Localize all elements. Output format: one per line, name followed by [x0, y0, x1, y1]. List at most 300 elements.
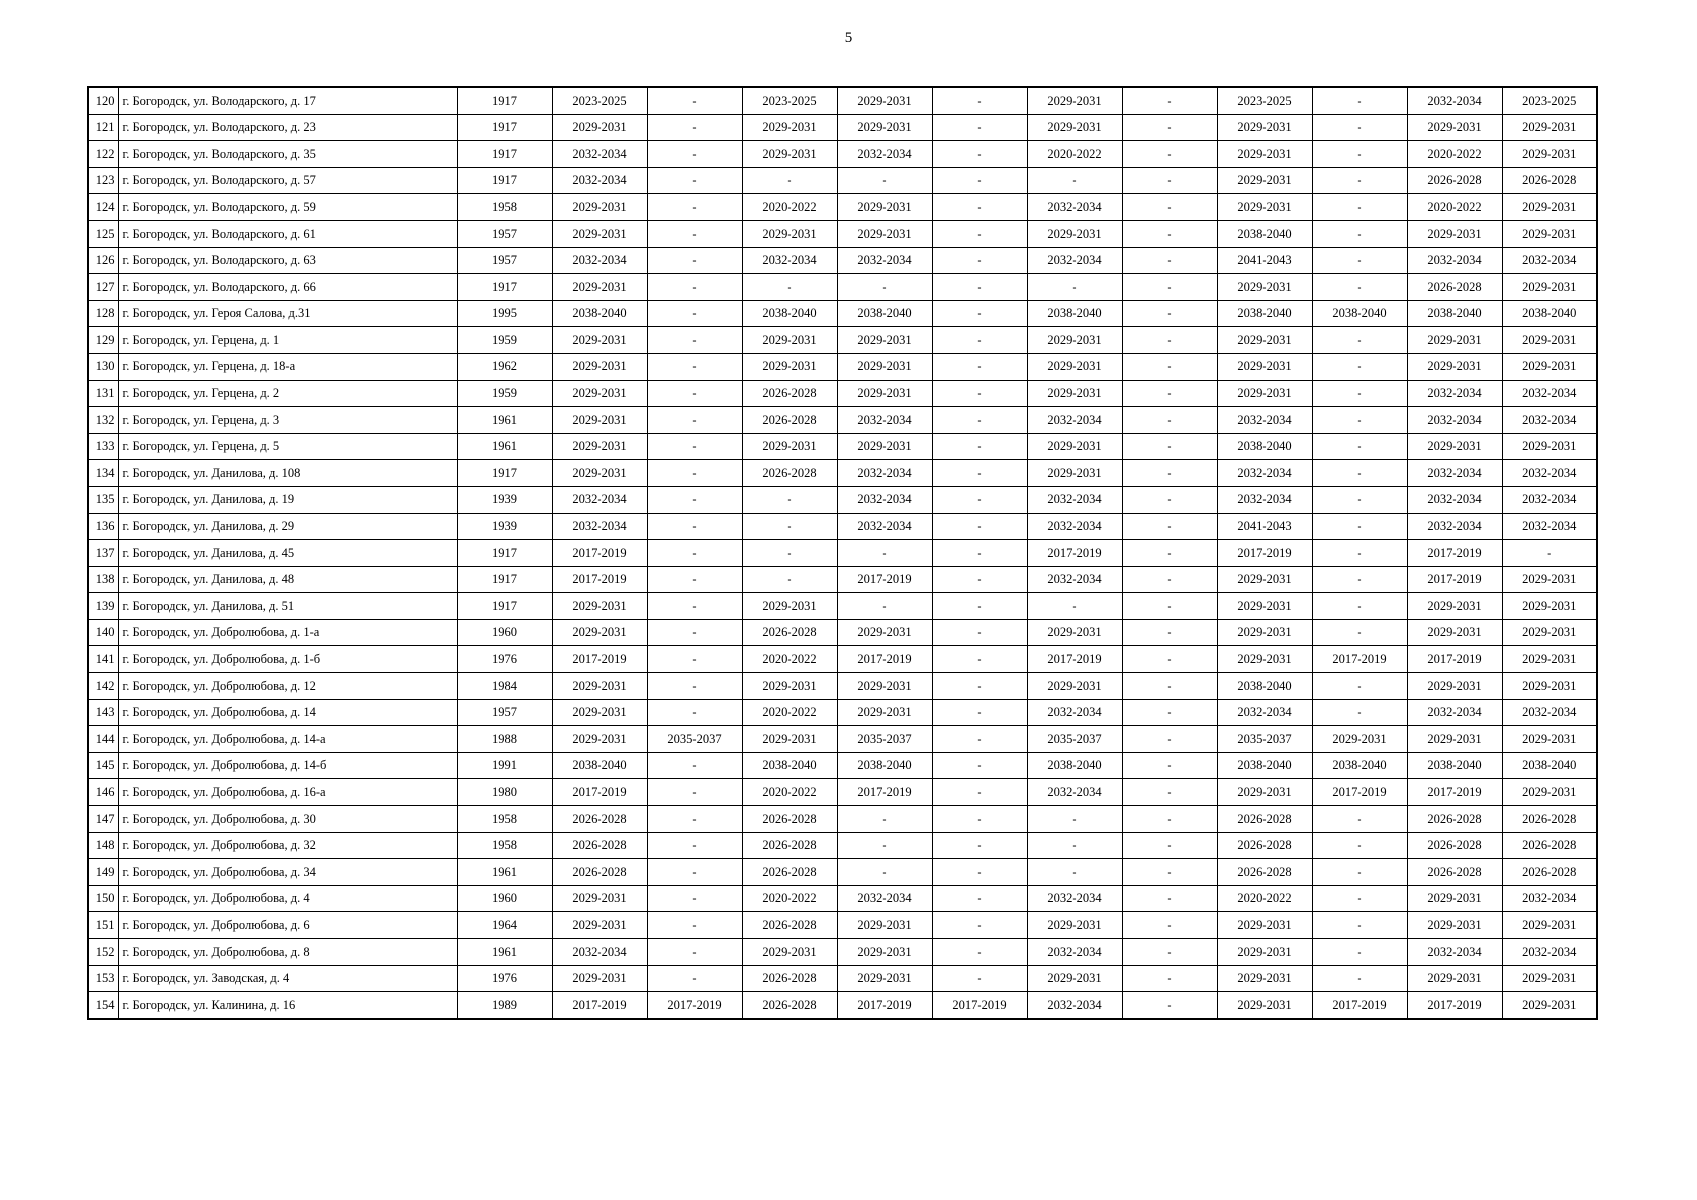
cell-period-4: 2029-2031 [837, 939, 932, 966]
cell-period-4: 2017-2019 [837, 566, 932, 593]
cell-year-built: 1961 [457, 407, 552, 434]
cell-period-3: 2029-2031 [742, 353, 837, 380]
cell-period-6: 2032-2034 [1027, 885, 1122, 912]
table-row [88, 619, 1597, 646]
cell-period-8: 2026-2028 [1217, 832, 1312, 859]
cell-period-4: 2017-2019 [837, 992, 932, 1019]
cell-period-2: - [647, 460, 742, 487]
cell-period-3: 2029-2031 [742, 141, 837, 168]
cell-period-3: 2038-2040 [742, 300, 837, 327]
table-row [88, 832, 1597, 859]
cell-period-1: 2029-2031 [552, 433, 647, 460]
cell-period-3: 2032-2034 [742, 247, 837, 274]
cell-row-number: 144 [88, 726, 118, 753]
cell-period-11: 2032-2034 [1502, 885, 1597, 912]
cell-period-4: 2032-2034 [837, 141, 932, 168]
cell-period-4: 2029-2031 [837, 220, 932, 247]
cell-period-7: - [1122, 540, 1217, 567]
cell-period-1: 2029-2031 [552, 673, 647, 700]
cell-period-11: 2029-2031 [1502, 992, 1597, 1019]
cell-period-1: 2029-2031 [552, 194, 647, 221]
cell-period-7: - [1122, 486, 1217, 513]
cell-period-3: - [742, 540, 837, 567]
cell-row-number: 139 [88, 593, 118, 620]
table-row [88, 274, 1597, 301]
table-row [88, 353, 1597, 380]
cell-period-10: 2032-2034 [1407, 513, 1502, 540]
cell-period-7: - [1122, 832, 1217, 859]
cell-period-6: 2029-2031 [1027, 220, 1122, 247]
cell-period-5: - [932, 965, 1027, 992]
cell-period-9: - [1312, 673, 1407, 700]
cell-period-3: 2029-2031 [742, 593, 837, 620]
cell-period-7: - [1122, 353, 1217, 380]
cell-period-11: 2026-2028 [1502, 167, 1597, 194]
cell-period-6: 2032-2034 [1027, 247, 1122, 274]
cell-period-11: 2029-2031 [1502, 646, 1597, 673]
cell-period-4: 2029-2031 [837, 433, 932, 460]
cell-address: г. Богородск, ул. Калинина, д. 16 [118, 992, 457, 1019]
cell-period-1: 2029-2031 [552, 380, 647, 407]
cell-period-3: - [742, 513, 837, 540]
cell-period-9: - [1312, 806, 1407, 833]
cell-period-2: - [647, 619, 742, 646]
cell-period-1: 2029-2031 [552, 619, 647, 646]
cell-address: г. Богородск, ул. Володарского, д. 23 [118, 114, 457, 141]
cell-period-6: 2029-2031 [1027, 327, 1122, 354]
cell-address: г. Богородск, ул. Герцена, д. 18-а [118, 353, 457, 380]
cell-period-2: - [647, 274, 742, 301]
cell-year-built: 1958 [457, 832, 552, 859]
cell-period-4: 2029-2031 [837, 327, 932, 354]
cell-period-8: 2029-2031 [1217, 353, 1312, 380]
cell-period-10: 2029-2031 [1407, 673, 1502, 700]
cell-address: г. Богородск, ул. Добролюбова, д. 14-а [118, 726, 457, 753]
cell-period-4: - [837, 593, 932, 620]
cell-year-built: 1959 [457, 380, 552, 407]
cell-period-2: 2017-2019 [647, 992, 742, 1019]
cell-period-10: 2029-2031 [1407, 433, 1502, 460]
cell-row-number: 135 [88, 486, 118, 513]
cell-row-number: 124 [88, 194, 118, 221]
table-row [88, 673, 1597, 700]
cell-period-7: - [1122, 460, 1217, 487]
cell-period-8: 2029-2031 [1217, 274, 1312, 301]
cell-year-built: 1917 [457, 540, 552, 567]
cell-period-1: 2029-2031 [552, 274, 647, 301]
cell-period-1: 2029-2031 [552, 114, 647, 141]
table-row [88, 380, 1597, 407]
cell-period-2: - [647, 752, 742, 779]
cell-period-10: 2026-2028 [1407, 167, 1502, 194]
cell-period-6: 2032-2034 [1027, 939, 1122, 966]
table-row [88, 885, 1597, 912]
cell-year-built: 1976 [457, 965, 552, 992]
cell-period-10: 2017-2019 [1407, 779, 1502, 806]
cell-period-4: - [837, 540, 932, 567]
cell-period-9: - [1312, 832, 1407, 859]
cell-period-7: - [1122, 912, 1217, 939]
cell-period-6: 2038-2040 [1027, 300, 1122, 327]
cell-period-1: 2029-2031 [552, 593, 647, 620]
cell-period-3: 2020-2022 [742, 699, 837, 726]
cell-period-6: - [1027, 832, 1122, 859]
cell-period-5: - [932, 726, 1027, 753]
table-row [88, 566, 1597, 593]
cell-period-7: - [1122, 726, 1217, 753]
cell-period-5: - [932, 566, 1027, 593]
cell-period-6: 2020-2022 [1027, 141, 1122, 168]
cell-period-5: - [932, 806, 1027, 833]
cell-period-6: 2029-2031 [1027, 433, 1122, 460]
cell-address: г. Богородск, ул. Добролюбова, д. 34 [118, 859, 457, 886]
cell-row-number: 136 [88, 513, 118, 540]
cell-period-1: 2017-2019 [552, 992, 647, 1019]
table-row [88, 939, 1597, 966]
cell-period-3: 2029-2031 [742, 327, 837, 354]
cell-period-8: 2029-2031 [1217, 194, 1312, 221]
cell-period-7: - [1122, 194, 1217, 221]
cell-period-6: 2029-2031 [1027, 965, 1122, 992]
cell-period-6: 2017-2019 [1027, 646, 1122, 673]
cell-period-4: 2032-2034 [837, 460, 932, 487]
cell-period-8: 2029-2031 [1217, 965, 1312, 992]
cell-period-5: - [932, 220, 1027, 247]
cell-year-built: 1958 [457, 194, 552, 221]
cell-period-1: 2032-2034 [552, 141, 647, 168]
cell-period-5: - [932, 167, 1027, 194]
cell-period-5: - [932, 673, 1027, 700]
cell-period-3: 2026-2028 [742, 407, 837, 434]
cell-period-1: 2029-2031 [552, 726, 647, 753]
cell-address: г. Богородск, ул. Володарского, д. 35 [118, 141, 457, 168]
cell-period-1: 2029-2031 [552, 912, 647, 939]
cell-period-6: 2032-2034 [1027, 699, 1122, 726]
cell-period-3: 2029-2031 [742, 220, 837, 247]
cell-period-10: 2026-2028 [1407, 806, 1502, 833]
cell-period-10: 2032-2034 [1407, 407, 1502, 434]
cell-period-5: - [932, 460, 1027, 487]
cell-period-10: 2032-2034 [1407, 460, 1502, 487]
cell-year-built: 1961 [457, 433, 552, 460]
cell-period-9: - [1312, 460, 1407, 487]
cell-period-7: - [1122, 673, 1217, 700]
cell-period-1: 2017-2019 [552, 540, 647, 567]
table-row [88, 859, 1597, 886]
cell-period-4: 2029-2031 [837, 114, 932, 141]
cell-address: г. Богородск, ул. Заводская, д. 4 [118, 965, 457, 992]
cell-period-2: - [647, 806, 742, 833]
cell-period-9: - [1312, 566, 1407, 593]
cell-period-5: - [932, 885, 1027, 912]
cell-period-3: 2029-2031 [742, 673, 837, 700]
cell-row-number: 126 [88, 247, 118, 274]
cell-period-9: - [1312, 220, 1407, 247]
cell-period-10: 2017-2019 [1407, 540, 1502, 567]
cell-period-7: - [1122, 965, 1217, 992]
cell-period-7: - [1122, 300, 1217, 327]
table-row [88, 167, 1597, 194]
cell-period-11: 2032-2034 [1502, 699, 1597, 726]
cell-period-9: 2017-2019 [1312, 992, 1407, 1019]
cell-period-10: 2038-2040 [1407, 300, 1502, 327]
cell-period-7: - [1122, 566, 1217, 593]
cell-row-number: 153 [88, 965, 118, 992]
cell-period-7: - [1122, 327, 1217, 354]
cell-period-3: 2029-2031 [742, 939, 837, 966]
cell-period-3: 2026-2028 [742, 380, 837, 407]
cell-row-number: 131 [88, 380, 118, 407]
cell-address: г. Богородск, ул. Герцена, д. 3 [118, 407, 457, 434]
cell-row-number: 150 [88, 885, 118, 912]
cell-period-8: 2029-2031 [1217, 327, 1312, 354]
cell-period-8: 2029-2031 [1217, 619, 1312, 646]
cell-row-number: 152 [88, 939, 118, 966]
cell-period-11: 2029-2031 [1502, 194, 1597, 221]
cell-period-4: 2038-2040 [837, 752, 932, 779]
cell-period-8: 2029-2031 [1217, 141, 1312, 168]
cell-period-6: - [1027, 167, 1122, 194]
cell-period-5: - [932, 433, 1027, 460]
cell-period-9: 2038-2040 [1312, 300, 1407, 327]
cell-period-1: 2032-2034 [552, 939, 647, 966]
cell-period-6: 2029-2031 [1027, 114, 1122, 141]
cell-year-built: 1980 [457, 779, 552, 806]
cell-year-built: 1917 [457, 566, 552, 593]
table-row [88, 141, 1597, 168]
cell-period-1: 2017-2019 [552, 779, 647, 806]
cell-period-1: 2029-2031 [552, 699, 647, 726]
cell-period-9: 2017-2019 [1312, 646, 1407, 673]
cell-period-11: 2032-2034 [1502, 460, 1597, 487]
cell-period-9: - [1312, 912, 1407, 939]
cell-period-5: - [932, 779, 1027, 806]
cell-period-2: - [647, 593, 742, 620]
cell-period-5: - [932, 752, 1027, 779]
cell-period-6: - [1027, 806, 1122, 833]
cell-period-10: 2029-2031 [1407, 593, 1502, 620]
cell-period-11: 2032-2034 [1502, 513, 1597, 540]
cell-period-1: 2038-2040 [552, 300, 647, 327]
cell-period-5: - [932, 513, 1027, 540]
cell-period-5: - [932, 912, 1027, 939]
cell-period-9: - [1312, 699, 1407, 726]
cell-period-8: 2029-2031 [1217, 167, 1312, 194]
cell-period-9: 2017-2019 [1312, 779, 1407, 806]
table-row [88, 540, 1597, 567]
cell-row-number: 121 [88, 114, 118, 141]
cell-address: г. Богородск, ул. Данилова, д. 29 [118, 513, 457, 540]
cell-address: г. Богородск, ул. Герцена, д. 5 [118, 433, 457, 460]
cell-period-9: - [1312, 965, 1407, 992]
cell-row-number: 137 [88, 540, 118, 567]
cell-year-built: 1995 [457, 300, 552, 327]
cell-period-5: - [932, 859, 1027, 886]
cell-period-10: 2029-2031 [1407, 726, 1502, 753]
cell-address: г. Богородск, ул. Данилова, д. 48 [118, 566, 457, 593]
cell-period-2: - [647, 87, 742, 114]
cell-period-6: 2038-2040 [1027, 752, 1122, 779]
cell-period-11: 2029-2031 [1502, 274, 1597, 301]
cell-address: г. Богородск, ул. Героя Салова, д.31 [118, 300, 457, 327]
cell-period-3: - [742, 274, 837, 301]
cell-period-5: - [932, 353, 1027, 380]
cell-period-3: 2029-2031 [742, 114, 837, 141]
cell-period-10: 2038-2040 [1407, 752, 1502, 779]
cell-period-5: - [932, 380, 1027, 407]
cell-period-11: 2029-2031 [1502, 965, 1597, 992]
cell-period-6: - [1027, 274, 1122, 301]
cell-row-number: 133 [88, 433, 118, 460]
cell-period-7: - [1122, 87, 1217, 114]
cell-row-number: 134 [88, 460, 118, 487]
cell-period-4: 2029-2031 [837, 194, 932, 221]
cell-period-9: - [1312, 540, 1407, 567]
cell-period-7: - [1122, 380, 1217, 407]
cell-period-9: - [1312, 353, 1407, 380]
cell-period-2: - [647, 433, 742, 460]
cell-period-5: - [932, 646, 1027, 673]
cell-row-number: 151 [88, 912, 118, 939]
building-repair-schedule-table [87, 86, 1598, 1020]
cell-period-6: 2029-2031 [1027, 912, 1122, 939]
cell-period-11: 2029-2031 [1502, 779, 1597, 806]
cell-year-built: 1961 [457, 859, 552, 886]
cell-period-1: 2029-2031 [552, 885, 647, 912]
table-row [88, 806, 1597, 833]
cell-period-10: 2017-2019 [1407, 992, 1502, 1019]
cell-year-built: 1958 [457, 806, 552, 833]
cell-period-11: 2032-2034 [1502, 247, 1597, 274]
cell-address: г. Богородск, ул. Добролюбова, д. 16-а [118, 779, 457, 806]
cell-period-10: 2029-2031 [1407, 327, 1502, 354]
cell-period-10: 2029-2031 [1407, 353, 1502, 380]
cell-period-6: 2029-2031 [1027, 380, 1122, 407]
cell-period-10: 2032-2034 [1407, 87, 1502, 114]
cell-period-1: 2029-2031 [552, 460, 647, 487]
cell-period-4: 2029-2031 [837, 619, 932, 646]
cell-address: г. Богородск, ул. Добролюбова, д. 1-б [118, 646, 457, 673]
cell-period-9: - [1312, 593, 1407, 620]
cell-period-11: - [1502, 540, 1597, 567]
cell-period-2: - [647, 513, 742, 540]
cell-row-number: 123 [88, 167, 118, 194]
cell-period-8: 2038-2040 [1217, 673, 1312, 700]
cell-period-6: 2032-2034 [1027, 992, 1122, 1019]
cell-period-11: 2029-2031 [1502, 566, 1597, 593]
cell-period-3: 2020-2022 [742, 885, 837, 912]
cell-period-3: 2023-2025 [742, 87, 837, 114]
cell-row-number: 147 [88, 806, 118, 833]
cell-period-6: - [1027, 593, 1122, 620]
cell-period-10: 2026-2028 [1407, 859, 1502, 886]
cell-period-5: 2017-2019 [932, 992, 1027, 1019]
cell-year-built: 1917 [457, 141, 552, 168]
cell-period-9: - [1312, 859, 1407, 886]
cell-period-2: - [647, 353, 742, 380]
cell-row-number: 149 [88, 859, 118, 886]
cell-year-built: 1917 [457, 114, 552, 141]
cell-period-4: 2032-2034 [837, 513, 932, 540]
cell-year-built: 1960 [457, 885, 552, 912]
cell-period-3: - [742, 566, 837, 593]
cell-period-3: - [742, 167, 837, 194]
cell-row-number: 129 [88, 327, 118, 354]
table-row [88, 87, 1597, 114]
cell-period-5: - [932, 141, 1027, 168]
cell-period-10: 2029-2031 [1407, 912, 1502, 939]
cell-period-1: 2026-2028 [552, 806, 647, 833]
cell-period-5: - [932, 619, 1027, 646]
cell-period-9: 2038-2040 [1312, 752, 1407, 779]
cell-year-built: 1957 [457, 247, 552, 274]
cell-period-7: - [1122, 859, 1217, 886]
cell-period-3: 2020-2022 [742, 646, 837, 673]
cell-period-10: 2032-2034 [1407, 380, 1502, 407]
cell-period-10: 2029-2031 [1407, 114, 1502, 141]
cell-year-built: 1991 [457, 752, 552, 779]
cell-period-10: 2029-2031 [1407, 220, 1502, 247]
cell-row-number: 145 [88, 752, 118, 779]
cell-period-9: - [1312, 619, 1407, 646]
cell-period-3: 2026-2028 [742, 832, 837, 859]
cell-year-built: 1960 [457, 619, 552, 646]
cell-period-9: - [1312, 486, 1407, 513]
page-number: 5 [844, 30, 853, 46]
cell-period-1: 2017-2019 [552, 646, 647, 673]
cell-year-built: 1988 [457, 726, 552, 753]
table-row [88, 327, 1597, 354]
cell-period-10: 2032-2034 [1407, 939, 1502, 966]
cell-period-9: - [1312, 885, 1407, 912]
table-row [88, 699, 1597, 726]
cell-address: г. Богородск, ул. Добролюбова, д. 6 [118, 912, 457, 939]
cell-period-5: - [932, 87, 1027, 114]
cell-year-built: 1959 [457, 327, 552, 354]
table-row [88, 513, 1597, 540]
cell-period-11: 2032-2034 [1502, 939, 1597, 966]
cell-period-7: - [1122, 247, 1217, 274]
cell-period-2: - [647, 114, 742, 141]
cell-period-10: 2017-2019 [1407, 566, 1502, 593]
cell-period-3: 2026-2028 [742, 912, 837, 939]
cell-period-7: - [1122, 699, 1217, 726]
cell-period-2: - [647, 646, 742, 673]
cell-period-1: 2032-2034 [552, 486, 647, 513]
cell-period-11: 2029-2031 [1502, 114, 1597, 141]
cell-year-built: 1917 [457, 593, 552, 620]
cell-period-2: - [647, 912, 742, 939]
cell-period-2: - [647, 885, 742, 912]
cell-period-3: 2026-2028 [742, 619, 837, 646]
cell-period-4: 2029-2031 [837, 912, 932, 939]
cell-address: г. Богородск, ул. Володарского, д. 59 [118, 194, 457, 221]
cell-period-2: - [647, 194, 742, 221]
cell-period-7: - [1122, 939, 1217, 966]
cell-period-2: - [647, 859, 742, 886]
cell-period-5: - [932, 327, 1027, 354]
cell-period-4: 2029-2031 [837, 965, 932, 992]
cell-period-10: 2029-2031 [1407, 965, 1502, 992]
cell-period-8: 2029-2031 [1217, 114, 1312, 141]
cell-period-9: - [1312, 141, 1407, 168]
cell-period-8: 2026-2028 [1217, 859, 1312, 886]
cell-period-8: 2029-2031 [1217, 779, 1312, 806]
table-body [88, 87, 1597, 1019]
cell-period-5: - [932, 540, 1027, 567]
cell-row-number: 141 [88, 646, 118, 673]
cell-year-built: 1976 [457, 646, 552, 673]
